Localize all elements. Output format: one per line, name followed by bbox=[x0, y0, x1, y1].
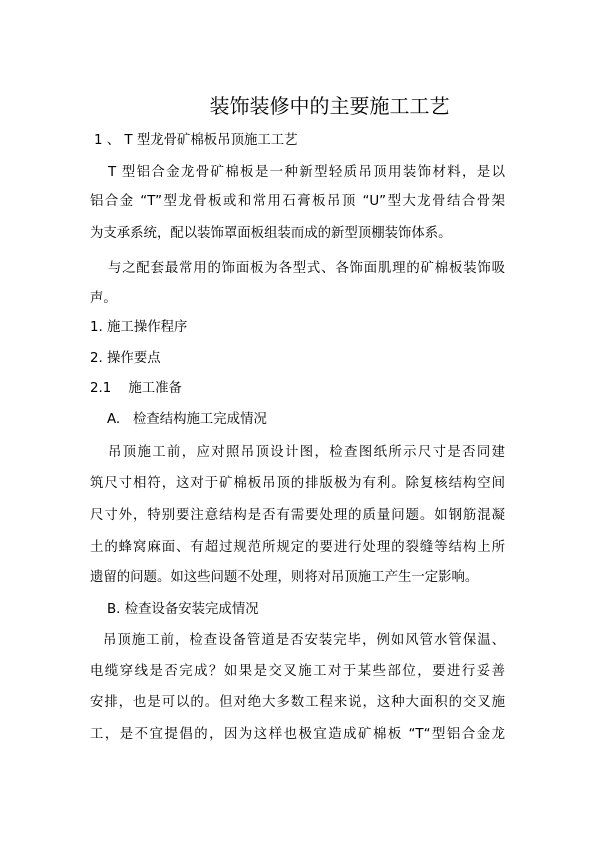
paragraph-line: 声。 bbox=[90, 291, 117, 306]
list-item: 1. 施工操作程序 bbox=[90, 320, 188, 335]
paragraph-line: 与之配套最常用的饰面板为各型式、各饰面肌理的矿棉板装饰吸 bbox=[108, 261, 505, 276]
paragraph-line: 遗留的问题。如这些问题不处理，则将对吊顶施工产生一定影响。 bbox=[90, 570, 479, 585]
paragraph-line: 为支承系统，配以装饰罩面板组装而成的新型顶棚装饰体系。 bbox=[90, 226, 452, 241]
paragraph-line: 尺寸外，特别要注意结构是否有需要处理的质量问题。如钢筋混凝 bbox=[90, 508, 505, 523]
subsection-heading: 2.1 施工准备 bbox=[90, 381, 182, 396]
document-title: 装饰装修中的主要施工工艺 bbox=[209, 94, 450, 118]
paragraph-line: 铝合金 “T”型龙骨板或和常用石膏板吊顶 “U”型大龙骨结合骨架 bbox=[90, 194, 505, 209]
paragraph-line: 安排，也是可以的。但对绝大多数工程来说，这种大面积的交叉施 bbox=[90, 695, 505, 710]
paragraph-line: T 型铝合金龙骨矿棉板是一种新型轻质吊顶用装饰材料，是以 bbox=[108, 165, 505, 180]
paragraph-line: 吊顶施工前，检查设备管道是否安装完毕，例如风管水管保温、 bbox=[103, 633, 505, 648]
list-item: 2. 操作要点 bbox=[90, 351, 161, 366]
section-heading: 1 、 T 型龙骨矿棉板吊顶施工工艺 bbox=[94, 133, 298, 148]
paragraph-line: 工，是不宜提倡的，因为这样也极宜造成矿棉板 “T“型铝合金龙 bbox=[90, 727, 505, 742]
paragraph-line: 土的蜂窝麻面、有超过规范所规定的要进行处理的裂缝等结构上所 bbox=[90, 540, 505, 555]
paragraph-line: 吊顶施工前，应对照吊顶设计图，检查图纸所示尺寸是否同建 bbox=[108, 445, 505, 460]
paragraph-line: 筑尺寸相符，这对于矿棉板吊顶的排版极为有利。除复核结构空间 bbox=[90, 476, 505, 491]
paragraph-line: 电缆穿线是否完成？如果是交叉施工对于某些部位，要进行妥善 bbox=[90, 664, 505, 679]
subsection-item: A. 检查结构施工完成情况 bbox=[107, 412, 267, 427]
subsection-item: B. 检查设备安装完成情况 bbox=[107, 602, 259, 617]
